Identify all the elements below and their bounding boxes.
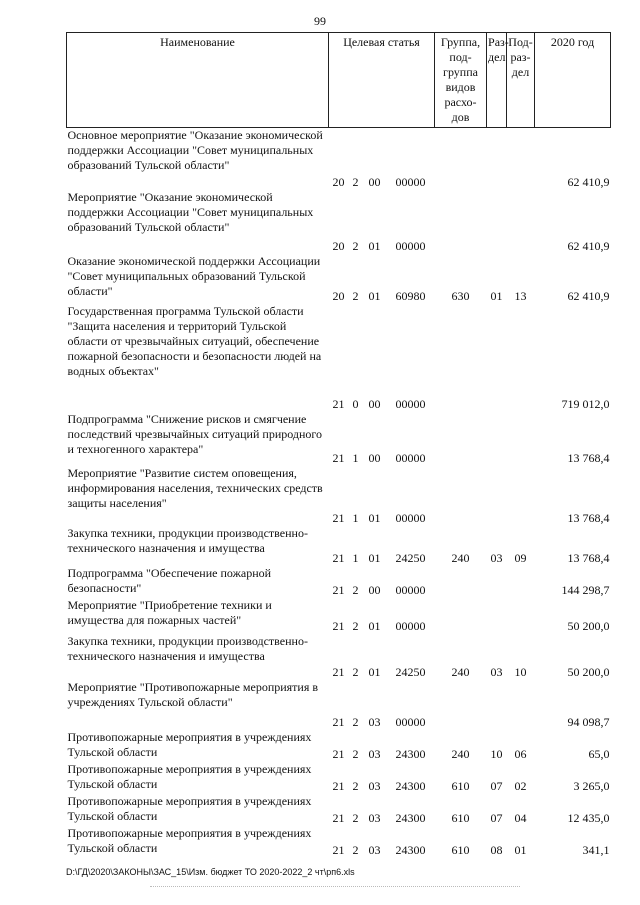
target-event: 01 bbox=[368, 288, 381, 303]
target-program: 20 bbox=[332, 238, 345, 253]
target-event: 01 bbox=[368, 664, 381, 679]
table-row bbox=[67, 466, 611, 526]
target-event: 01 bbox=[368, 550, 381, 565]
table-row bbox=[67, 304, 611, 412]
section-code: 03 bbox=[490, 550, 503, 565]
section-code bbox=[487, 466, 507, 526]
target-event: 01 bbox=[368, 618, 381, 633]
amount-2020: 3 265,0 bbox=[573, 778, 610, 793]
subsection-code bbox=[507, 466, 535, 526]
expense-group bbox=[435, 680, 487, 730]
target-subprogram: 2 bbox=[352, 238, 359, 253]
table-row bbox=[67, 566, 611, 598]
target-direction: 00000 bbox=[395, 582, 426, 597]
target-program: 21 bbox=[332, 810, 345, 825]
target-subprogram: 2 bbox=[352, 746, 359, 761]
subsection-code bbox=[507, 680, 535, 730]
table-row bbox=[67, 190, 611, 254]
header-group: Группа, под-группа видов расхо-дов bbox=[435, 33, 487, 128]
target-direction: 24300 bbox=[395, 746, 426, 761]
target-subprogram: 2 bbox=[352, 582, 359, 597]
section-code bbox=[487, 304, 507, 412]
header-year: 2020 год bbox=[535, 33, 611, 128]
target-subprogram: 1 bbox=[352, 550, 359, 565]
table-row bbox=[67, 680, 611, 730]
subsection-code bbox=[507, 190, 535, 254]
target-program: 21 bbox=[332, 664, 345, 679]
row-name: Мероприятие "Оказание экономической поддержки Ассоциации "Совет муниципальных образований Тульской области" bbox=[67, 189, 314, 234]
target-program: 21 bbox=[332, 714, 345, 729]
amount-2020: 13 768,4 bbox=[567, 510, 610, 525]
target-subprogram: 0 bbox=[352, 396, 359, 411]
target-event: 00 bbox=[368, 174, 381, 189]
target-direction: 00000 bbox=[395, 510, 426, 525]
target-program: 21 bbox=[332, 746, 345, 761]
expense-group: 610 bbox=[451, 778, 470, 793]
amount-2020: 144 298,7 bbox=[561, 582, 610, 597]
target-event: 00 bbox=[368, 450, 381, 465]
subsection-code: 06 bbox=[514, 746, 527, 761]
target-subprogram: 2 bbox=[352, 810, 359, 825]
target-subprogram: 2 bbox=[352, 842, 359, 857]
subsection-code: 09 bbox=[514, 550, 527, 565]
target-program: 21 bbox=[332, 550, 345, 565]
row-name: Подпрограмма "Снижение рисков и смягчение последствий чрезвычайных ситуаций природного и техногенного характера" bbox=[67, 411, 323, 456]
table-row bbox=[67, 598, 611, 634]
amount-2020: 62 410,9 bbox=[567, 288, 610, 303]
row-name: Оказание экономической поддержки Ассоциации "Совет муниципальных образований Тульской области" bbox=[67, 253, 321, 298]
target-event: 03 bbox=[368, 746, 381, 761]
expense-group: 630 bbox=[451, 288, 470, 303]
target-direction: 24300 bbox=[395, 842, 426, 857]
section-code bbox=[487, 412, 507, 466]
scan-artifact-line bbox=[150, 886, 520, 888]
target-direction: 24250 bbox=[395, 664, 426, 679]
target-program: 20 bbox=[332, 288, 345, 303]
row-name: Мероприятие "Приобретение техники и имущества для пожарных частей" bbox=[67, 597, 272, 627]
row-name: Противопожарные мероприятия в учреждениях Тульской области bbox=[67, 825, 312, 855]
section-code bbox=[487, 566, 507, 598]
amount-2020: 94 098,7 bbox=[567, 714, 610, 729]
row-name: Основное мероприятие "Оказание экономической поддержки Ассоциации "Совет муниципальных образований Тульской области" bbox=[67, 128, 323, 172]
amount-2020: 65,0 bbox=[588, 746, 610, 761]
amount-2020: 13 768,4 bbox=[567, 550, 610, 565]
row-name: Подпрограмма "Обеспечение пожарной безопасности" bbox=[67, 565, 272, 595]
expense-group: 240 bbox=[451, 746, 470, 761]
amount-2020: 719 012,0 bbox=[561, 396, 610, 411]
section-code: 03 bbox=[490, 664, 503, 679]
section-code bbox=[487, 190, 507, 254]
target-direction: 60980 bbox=[395, 288, 426, 303]
table-row bbox=[67, 762, 611, 794]
subsection-code: 10 bbox=[514, 664, 527, 679]
expense-group: 610 bbox=[451, 810, 470, 825]
expense-group bbox=[435, 466, 487, 526]
target-program: 21 bbox=[332, 618, 345, 633]
row-name: Закупка техники, продукции производственно-технического назначения и имущества bbox=[67, 525, 308, 555]
target-direction: 24250 bbox=[395, 550, 426, 565]
row-name: Государственная программа Тульской области "Защита населения и территорий Тульской области от чрезвычайных ситуаций, обеспечение пожарной безопасности и безопасности людей на водных объектах" bbox=[67, 303, 322, 378]
target-program: 21 bbox=[332, 778, 345, 793]
expense-group bbox=[435, 566, 487, 598]
target-event: 03 bbox=[368, 714, 381, 729]
section-code: 07 bbox=[490, 810, 503, 825]
target-program: 20 bbox=[332, 174, 345, 189]
expense-group bbox=[435, 412, 487, 466]
expense-group: 610 bbox=[451, 842, 470, 857]
expense-group: 240 bbox=[451, 550, 470, 565]
target-event: 01 bbox=[368, 238, 381, 253]
header-subsection: Под-раз-дел bbox=[507, 33, 535, 128]
expense-group: 240 bbox=[451, 664, 470, 679]
target-program: 21 bbox=[332, 510, 345, 525]
target-direction: 24300 bbox=[395, 778, 426, 793]
target-event: 03 bbox=[368, 810, 381, 825]
target-direction: 24300 bbox=[395, 810, 426, 825]
amount-2020: 12 435,0 bbox=[567, 810, 610, 825]
target-direction: 00000 bbox=[395, 238, 426, 253]
amount-2020: 13 768,4 bbox=[567, 450, 610, 465]
target-subprogram: 2 bbox=[352, 664, 359, 679]
target-direction: 00000 bbox=[395, 714, 426, 729]
target-subprogram: 1 bbox=[352, 450, 359, 465]
target-program: 21 bbox=[332, 450, 345, 465]
target-event: 03 bbox=[368, 778, 381, 793]
header-target-article: Целевая статья bbox=[329, 33, 435, 128]
table-row bbox=[67, 794, 611, 826]
subsection-code bbox=[507, 128, 535, 190]
expense-group bbox=[435, 598, 487, 634]
section-code bbox=[487, 128, 507, 190]
target-event: 03 bbox=[368, 842, 381, 857]
row-name: Противопожарные мероприятия в учреждениях Тульской области bbox=[67, 761, 312, 791]
target-subprogram: 2 bbox=[352, 288, 359, 303]
target-program: 21 bbox=[332, 842, 345, 857]
target-subprogram: 2 bbox=[352, 778, 359, 793]
subsection-code: 04 bbox=[514, 810, 527, 825]
footer-file-path: D:\ГД\2020\ЗАКОНЫ\ЗАС_15\Изм. бюджет ТО 2020-2022_2 чт\рп6.xls bbox=[66, 867, 355, 877]
target-direction: 00000 bbox=[395, 174, 426, 189]
section-code: 08 bbox=[490, 842, 503, 857]
subsection-code bbox=[507, 412, 535, 466]
target-direction: 00000 bbox=[395, 618, 426, 633]
target-event: 01 bbox=[368, 510, 381, 525]
subsection-code: 13 bbox=[514, 288, 527, 303]
target-subprogram: 2 bbox=[352, 618, 359, 633]
amount-2020: 50 200,0 bbox=[567, 618, 610, 633]
header-name: Наименование bbox=[67, 33, 329, 128]
table-body bbox=[67, 128, 611, 858]
expense-group bbox=[435, 128, 487, 190]
table-header-row bbox=[67, 33, 611, 128]
row-name: Мероприятие "Противопожарные мероприятия в учреждениях Тульской области" bbox=[67, 679, 319, 709]
section-code: 07 bbox=[490, 778, 503, 793]
row-name: Закупка техники, продукции производственно-технического назначения и имущества bbox=[67, 633, 308, 663]
table-row bbox=[67, 526, 611, 566]
amount-2020: 50 200,0 bbox=[567, 664, 610, 679]
target-program: 21 bbox=[332, 582, 345, 597]
subsection-code bbox=[507, 566, 535, 598]
section-code bbox=[487, 598, 507, 634]
subsection-code: 01 bbox=[514, 842, 527, 857]
row-name: Противопожарные мероприятия в учреждениях Тульской области bbox=[67, 729, 312, 759]
amount-2020: 341,1 bbox=[582, 842, 610, 857]
subsection-code bbox=[507, 598, 535, 634]
target-subprogram: 1 bbox=[352, 510, 359, 525]
budget-table bbox=[66, 32, 611, 858]
target-direction: 00000 bbox=[395, 450, 426, 465]
target-program: 21 bbox=[332, 396, 345, 411]
target-event: 00 bbox=[368, 582, 381, 597]
expense-group bbox=[435, 190, 487, 254]
header-section: Раз-дел bbox=[487, 33, 507, 128]
amount-2020: 62 410,9 bbox=[567, 238, 610, 253]
subsection-code bbox=[507, 304, 535, 412]
section-code bbox=[487, 680, 507, 730]
target-event: 00 bbox=[368, 396, 381, 411]
table-row bbox=[67, 412, 611, 466]
section-code: 10 bbox=[490, 746, 503, 761]
page-number: 99 bbox=[314, 14, 326, 28]
table-row bbox=[67, 254, 611, 304]
row-name: Мероприятие "Развитие систем оповещения, информирования населения, технических средств защиты населения" bbox=[67, 465, 323, 510]
target-direction: 00000 bbox=[395, 396, 426, 411]
subsection-code: 02 bbox=[514, 778, 527, 793]
table-row bbox=[67, 730, 611, 762]
target-subprogram: 2 bbox=[352, 174, 359, 189]
amount-2020: 62 410,9 bbox=[567, 174, 610, 189]
table-row bbox=[67, 634, 611, 680]
table-row bbox=[67, 128, 611, 190]
row-name: Противопожарные мероприятия в учреждениях Тульской области bbox=[67, 793, 312, 823]
expense-group bbox=[435, 304, 487, 412]
section-code: 01 bbox=[490, 288, 503, 303]
table-row bbox=[67, 826, 611, 858]
target-subprogram: 2 bbox=[352, 714, 359, 729]
